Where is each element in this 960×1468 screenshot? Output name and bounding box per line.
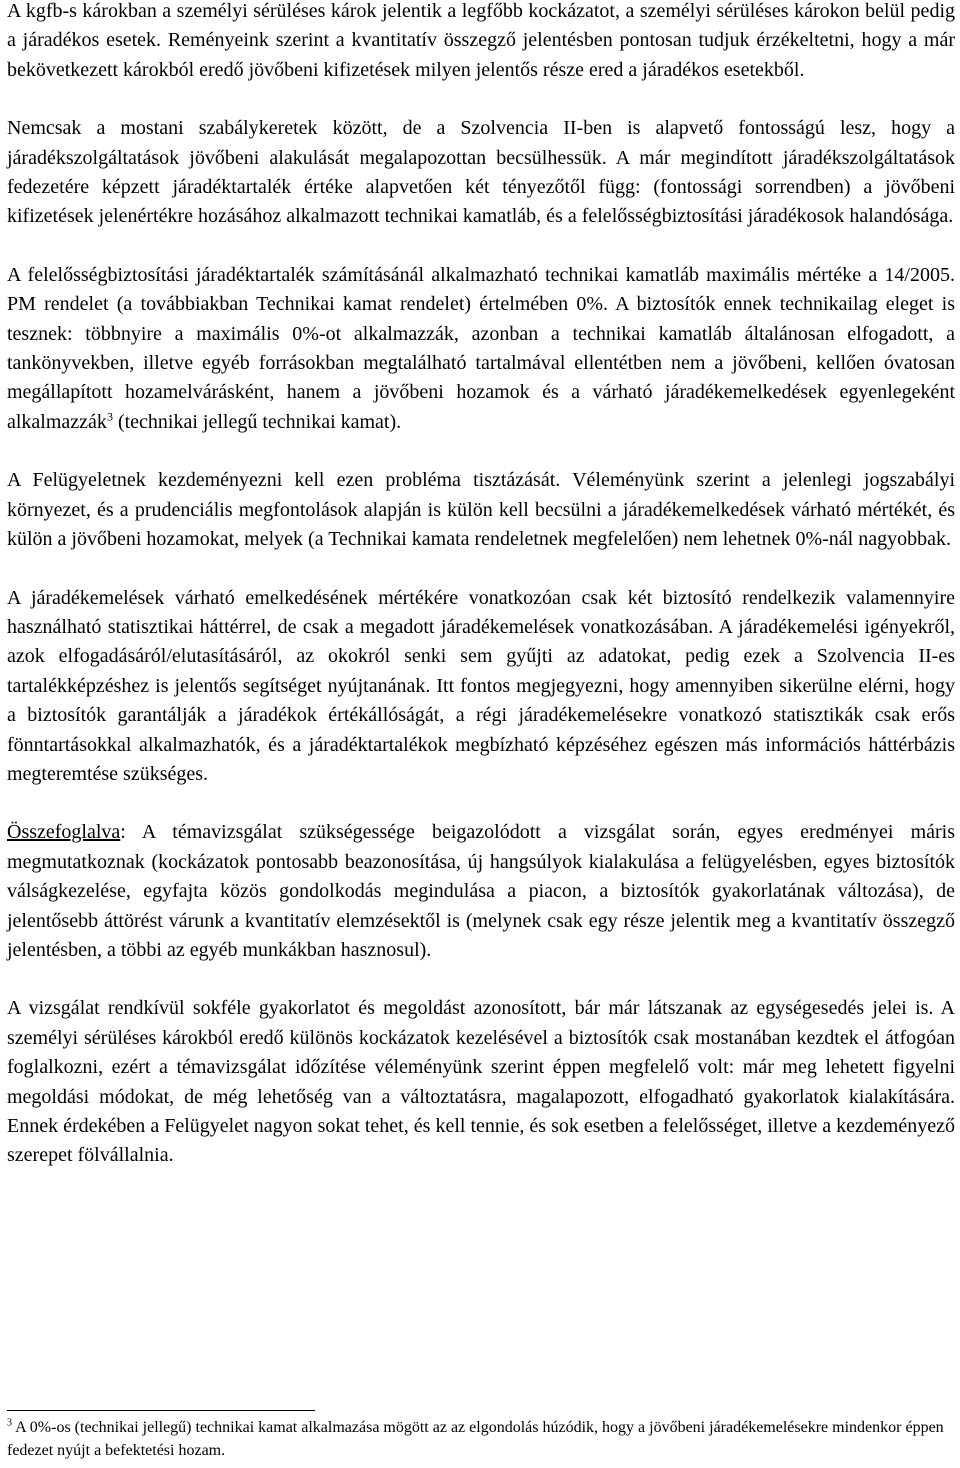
document-page: [7, 0, 955, 1200]
footnote: [7, 1416, 955, 1462]
paragraph-4-text: A Felügyeletnek kezdeményezni kell ezen probléma tisztázását. Véleményünk szerint a jelenlegi jogszabályi környezet, és a prudenciális megfontolások alapján is külön kell becsülni a járadékemelkedések várható mértékét, és külön a jövőbeni hozamokat, melyek (a Technikai kamata rendeletnek megfelelően) nem lehetnek 0%-nál nagyobbak.: [7, 469, 955, 551]
paragraph-3-text: A felelősségbiztosítási járadéktartalék számításánál alkalmazható technikai kamatláb maximális mértéke a 14/2005. PM rendelet (a továbbiakban Technikai kamat rendelet) értelmében 0%. A biztosítók ennek technikailag eleget is tesznek: többnyire a maximális 0%-ot alkalmazzák, azonban a technikai kamatláb általánosan elfogadott, a tankönyvekben, illetve egyéb forrásokban megtalálható tartalmával ellentétben nem a jövőbeni, kellően óvatosan megállapított hozamelvárásként, hanem a jövőbeni hozamok és a várható járadékemelkedések egyenlegeként alkalmazzák: [7, 263, 955, 433]
paragraph-1-text: A kgfb-s károkban a személyi sérüléses károk jelentik a legfőbb kockázatot, a személyi sérüléses károkon belül pedig a járadékos esetek. Reményeink szerint a kvantitatív összegző jelentésben pontosan tudjuk érzékeltetni, hogy a már bekövetkezett károkból eredő jövőbeni kifizetések milyen jelentős része ered a járadékos esetekből.: [7, 0, 955, 81]
paragraph-2: [7, 114, 955, 232]
paragraph-4: [7, 466, 955, 554]
footnote-text: A 0%-os (technikai jellegű) technikai kamat alkalmazása mögött az az elgondolás húzódik, hogy a jövőbeni járadékemelésekre mindenkor éppen fedezet nyújt a befektetési hozam.: [7, 1419, 944, 1459]
paragraph-3-text-end: (technikai jellegű technikai kamat).: [112, 410, 402, 433]
footnote-separator: [7, 1410, 315, 1411]
paragraph-6: [7, 818, 955, 965]
paragraph-2-text: Nemcsak a mostani szabálykeretek között, de a Szolvencia II-ben is alapvető fontosságú lesz, hogy a járadékszolgáltatások jövőbeni alakulását megalapozottan becsülhessük. A már megindított járadékszolgáltatások fedezetére képzett járadéktartalék értéke alapvetően két tényezőtől függ: (fontossági sorrendben) a jövőbeni kifizetések jelenértékre hozásához alkalmazott technikai kamatláb, és a felelősségbiztosítási járadékosok halandósága.: [7, 117, 955, 228]
paragraph-5: [7, 584, 955, 790]
paragraph-7: [7, 994, 955, 1170]
summary-label: Összefoglalva: [7, 821, 121, 844]
footnote-reference: 3: [106, 409, 113, 424]
paragraph-1: [7, 0, 955, 85]
paragraph-7-text: A vizsgálat rendkívül sokféle gyakorlatot és megoldást azonosított, bár már látszanak az egységesedés jelei is. A személyi sérüléses károkból eredő különös kockázatok kezelésével a biztosítók csak mostanában kezdtek el átfogóan foglalkozni, ezért a témavizsgálat időzítése véleményünk szerint éppen megfelelő volt: már meg lehetett figyelni megoldási módokat, de még lehetőség van a változtatásra, magalapozott, elfogadható gyakorlatok kialakítására. Ennek érdekében a Felügyelet nagyon sokat tehet, és kell tennie, és sok esetben a felelősséget, illetve a kezdeményező szerepet fölvállalnia.: [7, 997, 955, 1167]
footnote-mark: 3: [7, 1417, 12, 1429]
paragraph-6-text: : A témavizsgálat szükségessége beigazolódott a vizsgálat során, egyes eredményei máris megmutatkoznak (kockázatok pontosabb beazonosítása, új hangsúlyok kialakulása a felügyelésben, egyes biztosítók válságkezelése, egyfajta közös gondolkodás megindulása a piacon, a biztosítók gyakorlatának változása), de jelentősebb áttörést várunk a kvantitatív elemzésektől is (melynek csak egy része jelentik meg a kvantitatív összegző jelentésben, a többi az egyéb munkákban hasznosul).: [7, 821, 955, 961]
paragraph-5-text: A járadékemelések várható emelkedésének mértékére vonatkozóan csak két biztosító rendelkezik valamennyire használható statisztikai háttérrel, de csak a megadott járadékemelések vonatkozásában. A járadékemelési igényekről, azok elfogadásáról/elutasításáról, az okokról senki sem gyűjti az adatokat, pedig ezek a Szolvencia II-es tartalékképzéshez is jelentős segítséget nyújtanának. Itt fontos megjegyezni, hogy amennyiben sikerülne elérni, hogy a biztosítók garantálják a járadékok értékállóságát, a régi járadékemelésekre vonatkozó statisztikák csak erős fönntartásokkal alkalmazhatók, és a járadéktartalékok megbízható képzéséhez egészen más információs háttérbázis megteremtése szükséges.: [7, 586, 955, 785]
paragraph-3: [7, 261, 955, 437]
